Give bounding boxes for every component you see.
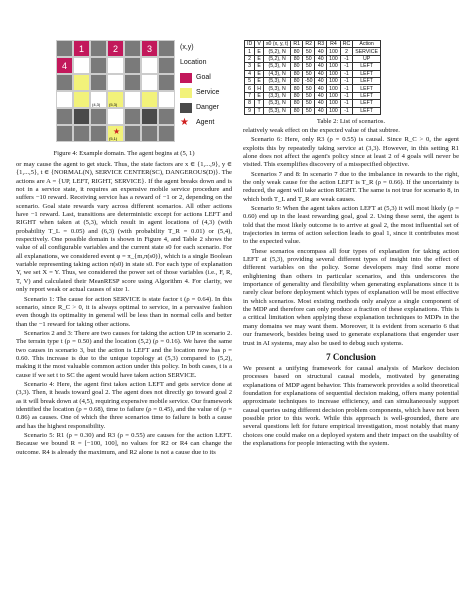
wall-cell bbox=[56, 108, 73, 125]
paragraph: Scenario 6: Here, only R3 (ρ = 0.55) is causal. Since R_C > 0, the agent exploits this by repeatedly taking service at (3,3). However, in this setting R1 alone does not affect the agent's policy since at least 2 of 4 goals will never be visited. This exemplifies discovery of a misspecified objective. bbox=[243, 136, 459, 169]
table-cell: 80 bbox=[291, 48, 303, 55]
table-header: ID bbox=[245, 41, 255, 48]
table-cell: 50 bbox=[302, 63, 315, 70]
legend-agent bbox=[180, 115, 219, 130]
table-row bbox=[245, 107, 381, 114]
table-cell: 6 bbox=[245, 85, 255, 92]
agent-star-icon: ★ bbox=[180, 116, 189, 128]
table-cell: (5,2), N bbox=[263, 48, 290, 55]
table-cell: -1 bbox=[340, 92, 353, 99]
wall-cell bbox=[158, 57, 175, 74]
wall-cell bbox=[158, 74, 175, 91]
path-cell bbox=[107, 57, 124, 74]
left-column bbox=[16, 0, 232, 458]
table-cell: 9 bbox=[245, 107, 255, 114]
table-row bbox=[245, 77, 381, 84]
table-cell: LEFT bbox=[353, 85, 381, 92]
table-cell: 40 bbox=[315, 63, 327, 70]
legend-location-label bbox=[180, 55, 219, 70]
table-cell: -1 bbox=[340, 70, 353, 77]
table-cell: LEFT bbox=[353, 70, 381, 77]
goal-cell-4: 4 bbox=[56, 57, 73, 74]
table-header: R3 bbox=[315, 41, 327, 48]
table-cell: LEFT bbox=[353, 77, 381, 84]
path-cell bbox=[107, 74, 124, 91]
wall-cell bbox=[141, 125, 158, 142]
table-cell: 80 bbox=[291, 55, 303, 62]
danger-cell bbox=[141, 108, 158, 125]
figure-legend bbox=[180, 40, 219, 130]
table-cell: 50 bbox=[302, 92, 315, 99]
table-cell: 40 bbox=[315, 92, 327, 99]
legend-location bbox=[180, 40, 219, 55]
path-cell bbox=[90, 91, 107, 108]
table-cell: 80 bbox=[291, 63, 303, 70]
wall-cell bbox=[124, 57, 141, 74]
legend-goal bbox=[180, 70, 219, 85]
table-body bbox=[245, 48, 381, 115]
table-cell: 80 bbox=[291, 107, 303, 114]
cell-coord-label: (5,1) bbox=[109, 136, 118, 141]
table-cell: 5 bbox=[245, 77, 255, 84]
service-cell bbox=[73, 91, 90, 108]
table-cell: (5,3), N bbox=[263, 85, 290, 92]
table-cell: 50 bbox=[302, 100, 315, 107]
table-cell: (3,3), N bbox=[263, 92, 290, 99]
table-cell: 40 bbox=[315, 100, 327, 107]
goal-cell-2: 2 bbox=[107, 40, 124, 57]
paragraph: These scenarios encompass all four types of explanation for taking action LEFT at (5,3), providing several different types of insight into the effect of different variables on the policy. Some developers may find some more enlightening than others in particular scenarios, and this underscores the importance of generality and flexibility when generating explanations since it is rarely clear before deployment which types of explanation will be most effective in which scenarios. Most existing methods only analyze a single component of the MDP and therefore can only produce a fraction of these explanations. This is a critical limitation when applying these explanation techniques to MDPs in the many domains we may want them. Moreover, it is evident from scenario 6 that our framework, besides being used to generate explanations that engender user trust in AI systems, may also be used to debug such systems. bbox=[243, 247, 459, 347]
legend-danger bbox=[180, 100, 219, 115]
wall-cell bbox=[90, 125, 107, 142]
table-cell: 8 bbox=[245, 100, 255, 107]
table-cell: 100 bbox=[327, 55, 341, 62]
paragraph: Scenarios 7 and 8: In scenario 7 due to the imbalance in rewards to the right, the only weak cause for the action LEFT is T_R (ρ = 0.66). If the uncertainty is reduced, the agent will take action RIGHT. The same is not true for scenario 8, in which both T_L and T_R are weak causes. bbox=[243, 170, 459, 203]
wall-cell bbox=[158, 108, 175, 125]
paragraph: Scenario 9: When the agent takes action LEFT at (5,3) it will most likely (ρ = 0.60) end up in the least rewarding goal, goal 2. Using these semi, the agent is told that the most likely outcome is to arrive at goal 2, the most influential set of trajectories in terms of action selection leads to goal 1, since it contributes most to the expected value. bbox=[243, 205, 459, 246]
table-cell: 50 bbox=[302, 48, 315, 55]
danger-cell bbox=[73, 108, 90, 125]
table-cell: 50 bbox=[302, 107, 315, 114]
paragraph: relatively weak effect on the expected value of that subtree. bbox=[243, 126, 400, 134]
table-cell: E bbox=[255, 92, 264, 99]
service-cell bbox=[141, 91, 158, 108]
table-cell: 100 bbox=[327, 63, 341, 70]
table-row bbox=[245, 63, 381, 70]
table-header: Action bbox=[353, 41, 381, 48]
table-cell: (5,3), N bbox=[263, 100, 290, 107]
table-row bbox=[245, 85, 381, 92]
table-cell: 80 bbox=[291, 77, 303, 84]
service-cell bbox=[107, 91, 124, 108]
table-cell: H bbox=[255, 85, 264, 92]
table-cell: 50 bbox=[302, 85, 315, 92]
wall-cell bbox=[124, 125, 141, 142]
table-cell: 50 bbox=[302, 55, 315, 62]
table-header: R2 bbox=[302, 41, 315, 48]
table-cell: 2 bbox=[340, 48, 353, 55]
table-cell: -1 bbox=[340, 63, 353, 70]
path-cell bbox=[158, 91, 175, 108]
wall-cell bbox=[56, 74, 73, 91]
table-cell: 80 bbox=[291, 70, 303, 77]
table-cell: -1 bbox=[340, 100, 353, 107]
danger-swatch bbox=[180, 103, 192, 113]
table-cell: -1 bbox=[340, 107, 353, 114]
path-cell bbox=[141, 74, 158, 91]
table-cell: (5,3), N bbox=[263, 77, 290, 84]
table-cell: (4,3), N bbox=[263, 70, 290, 77]
table-cell: T bbox=[255, 100, 264, 107]
table-cell: E bbox=[255, 77, 264, 84]
table-caption: Table 2: List of scenarios. bbox=[316, 117, 386, 125]
table-header: R4 bbox=[327, 41, 341, 48]
service-swatch bbox=[180, 88, 192, 98]
paragraph: or may cause the agent to get stuck. Thus, the state factors are x ∈ {1,...,9}, y ∈ {1,...,5}, t ∈ {NORMAL(N), SERVICE CENTER(SC), DANGEROUS(D)}. The actions are A = {UP, LEFT, RIGHT, SERVICE}. If the agent breaks down and is not in a service state, it requires an expensive mobile service procedure and suffers −10 reward. Receiving service has a reward of −1 or 2, depending on the scenario. Goal state rewards vary across different scenarios. All other actions have −1 reward. Last, transitions are deterministic except for actions LEFT and RIGHT when taken at (5,3), which result in agent locations of (4,3) (with probability T_L = 0.05) and (6,3) (with probability T_R = 0.01) or (5,4), respectively. One possible domain is shown in Figure 4, and Table 2 shows the value of all configurable variables and the current state s0 for each scenario. For all explanations, we considered event φ = π_{m,π(s0)}, which is a single Boolean variable representing taking action π(s0) in state s0. For each type of explanation Y, we set X = Y. Thus, we considered the power set of those variables (i.e., F, R, T, V) and calculated their MeanRESP score using Algorithm 4. For clarity, we only report weak or actual causes of size 1. bbox=[16, 161, 232, 294]
table-row bbox=[245, 70, 381, 77]
table-cell: 100 bbox=[327, 48, 341, 55]
table-cell: (5,2), N bbox=[263, 55, 290, 62]
table-header: R1 bbox=[291, 41, 303, 48]
legend-xy: (x,y) bbox=[180, 44, 194, 51]
wall-cell bbox=[90, 57, 107, 74]
start-cell bbox=[107, 125, 124, 142]
table-cell: E bbox=[255, 48, 264, 55]
table-cell: 100 bbox=[327, 92, 341, 99]
goal-cell-3: 3 bbox=[141, 40, 158, 57]
path-cell bbox=[73, 57, 90, 74]
table-row bbox=[245, 48, 381, 55]
table-cell: 40 bbox=[315, 85, 327, 92]
wall-cell bbox=[90, 74, 107, 91]
table-cell: LEFT bbox=[353, 100, 381, 107]
table-cell: LEFT bbox=[353, 92, 381, 99]
table-header: V bbox=[255, 41, 264, 48]
legend-goal-text: Goal bbox=[196, 74, 211, 81]
legend-agent-text: Agent bbox=[196, 119, 215, 126]
table-cell: 1 bbox=[245, 48, 255, 55]
cell-coord-label: (5,3) bbox=[109, 102, 118, 107]
agent-star-icon: ★ bbox=[113, 127, 121, 136]
table-cell: SERVICE bbox=[353, 48, 381, 55]
table-cell: -1 bbox=[340, 55, 353, 62]
table-cell: (5,3), N bbox=[263, 63, 290, 70]
table-row bbox=[245, 100, 381, 107]
paragraph: We present a unifying framework for causal analysis of Markov decision processes based on structural causal models, motivated by generating explanations of MDP agent behavior. This framework provides a solid theoretical foundation for explanations of sequential decision making, offers many potential approximate techniques to increase efficiency, and can simultaneously support causal queries using different decision problem components, which have not been possible prior to this work. While this approach is well-grounded, there are several questions left for future empirical investigation, most notably that many choices one could make on a deployed system and their impact on the usability of the explanations for people interacting with the system. bbox=[243, 364, 459, 447]
table-cell: E bbox=[255, 55, 264, 62]
wall-cell bbox=[90, 40, 107, 57]
service-cell bbox=[73, 74, 90, 91]
paragraph: Scenario 5: R1 (ρ = 0.30) and R3 (ρ = 0.55) are causes for the action LEFT. Because we bound R = [−100, 100], no values for R2 or R4 can change the outcome. R4 is already the maximum, and R2 alone is not a cause due to its bbox=[16, 432, 232, 456]
table-cell: 40 bbox=[315, 77, 327, 84]
section-heading: 7 Conclusion bbox=[326, 351, 376, 362]
goal-swatch bbox=[180, 73, 192, 83]
table-cell: E bbox=[255, 70, 264, 77]
wall-cell bbox=[90, 108, 107, 125]
legend-service-text: Service bbox=[196, 89, 220, 96]
scenarios-table bbox=[244, 40, 381, 115]
wall-cell bbox=[124, 74, 141, 91]
table-cell: E bbox=[255, 63, 264, 70]
table-cell: 100 bbox=[327, 100, 341, 107]
path-cell bbox=[124, 91, 141, 108]
legend-danger-text: Danger bbox=[196, 104, 219, 111]
goal-cell-1: 1 bbox=[73, 40, 90, 57]
table-cell: 2 bbox=[245, 55, 255, 62]
table-cell: 100 bbox=[327, 77, 341, 84]
table-row bbox=[245, 92, 381, 99]
table-cell: -50 bbox=[302, 77, 315, 84]
paragraph: Scenario 4: Here, the agent first takes action LEFT and gets service done at (3,3). Then, it heads toward goal 2. The agent does not directly go toward goal 2 as it will break down at (4,5), requiring expensive mobile service. Our framework identified the location (ρ = 0.68), time to failure (ρ = 0.45), and the value of (ρ = 0.86) as causes. One of which the three scenarios time to failure is both a cause and has the highest responsibility. bbox=[16, 380, 232, 430]
path-cell bbox=[56, 91, 73, 108]
table-cell: 3 bbox=[245, 63, 255, 70]
table-cell: 4 bbox=[245, 70, 255, 77]
wall-cell bbox=[124, 108, 141, 125]
table-cell: UP bbox=[353, 55, 381, 62]
table-cell: 40 bbox=[315, 107, 327, 114]
wall-cell bbox=[158, 40, 175, 57]
legend-service bbox=[180, 85, 219, 100]
table-header-row bbox=[245, 41, 381, 48]
figure-4 bbox=[16, 0, 232, 148]
table-cell: 40 bbox=[315, 55, 327, 62]
paragraph: Scenario 1: The cause for action SERVICE is state factor t (ρ = 0.64). In this scenario, since R_C > 0, it is always optimal to service, in a pervasive fashion even though its optimality in general will be less than in normal cells and better than the −1 reward for taking other actions. bbox=[16, 295, 232, 328]
figure-caption: Figure 4: Example domain. The agent begins at (5, 1) bbox=[53, 150, 195, 157]
wall-cell bbox=[56, 40, 73, 57]
table-header: s0 (x, y, t) bbox=[263, 41, 290, 48]
table-cell: LEFT bbox=[353, 63, 381, 70]
wall-cell bbox=[124, 40, 141, 57]
table-cell: 80 bbox=[291, 100, 303, 107]
table-cell: 7 bbox=[245, 92, 255, 99]
table-row bbox=[245, 55, 381, 62]
gridworld bbox=[56, 40, 175, 142]
table-header: RC bbox=[340, 41, 353, 48]
table-cell: 80 bbox=[291, 92, 303, 99]
table-cell: -1 bbox=[340, 77, 353, 84]
table-cell: 100 bbox=[327, 85, 341, 92]
wall-cell bbox=[158, 125, 175, 142]
table-cell: T bbox=[255, 107, 264, 114]
right-column bbox=[243, 0, 459, 449]
path-cell bbox=[141, 57, 158, 74]
table-cell: 80 bbox=[291, 85, 303, 92]
paragraph: Scenarios 2 and 3: There are two causes for taking the action UP in scenario 2. The terrain type t (ρ = 0.50) and the location (5,2) (ρ = 0.16). We have the same two causes in scenario 3, but the action is LEFT and the location now has ρ = 0.60. This increase is due to the unique topology at (5,3) compared to (5,2), making it the most valuable common action under this policy. In both cases, t is a cause if we set t to SC the agent would have taken action SERVICE. bbox=[16, 329, 232, 379]
legend-location-text: Location bbox=[180, 59, 207, 66]
table-cell: LEFT bbox=[353, 107, 381, 114]
table-cell: 100 bbox=[327, 70, 341, 77]
cell-coord-label: (4,3) bbox=[92, 102, 101, 107]
table-cell: 50 bbox=[302, 70, 315, 77]
path-cell bbox=[107, 108, 124, 125]
table-cell: (5,3), N bbox=[263, 107, 290, 114]
table-cell: 40 bbox=[315, 70, 327, 77]
table-cell: 40 bbox=[315, 48, 327, 55]
table-cell: -1 bbox=[340, 85, 353, 92]
table-cell: 100 bbox=[327, 107, 341, 114]
wall-cell bbox=[56, 125, 73, 142]
wall-cell bbox=[73, 125, 90, 142]
